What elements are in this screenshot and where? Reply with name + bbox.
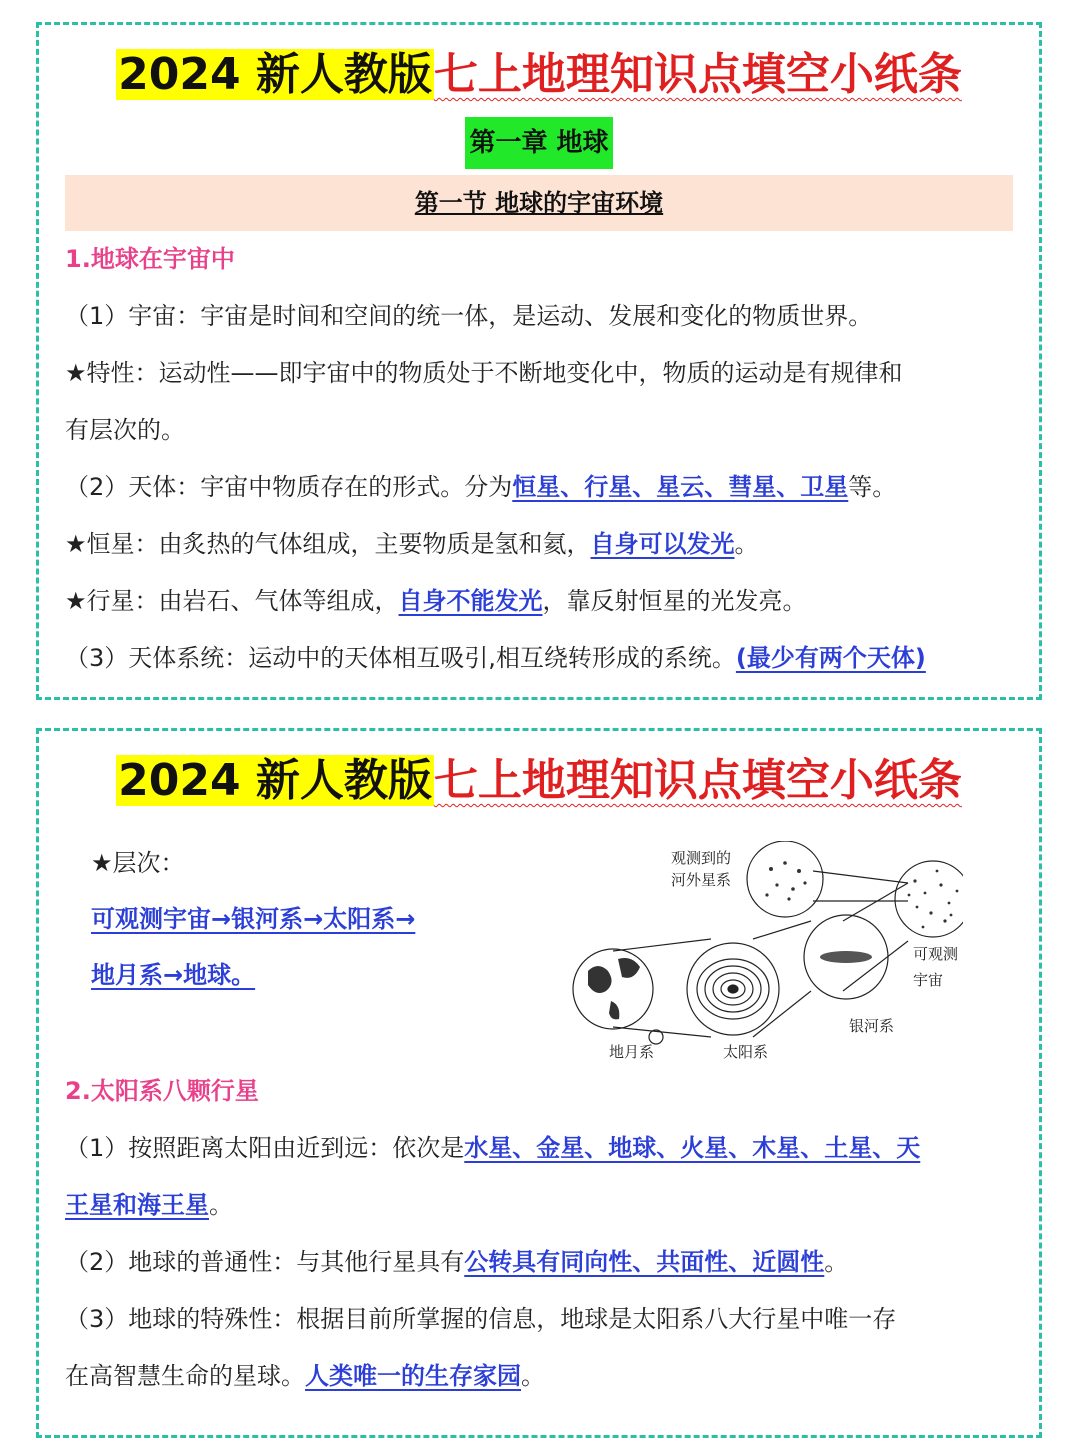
text-span: （1）宇宙：宇宙是时间和空间的统一体，是运动、发展和变化的物质世界。	[65, 302, 873, 330]
text-span: 有层次的。	[65, 416, 185, 444]
text-line	[39, 345, 1039, 402]
part1-heading-text: 1.地球在宇宙中	[65, 245, 235, 273]
highlight-answer: 王星和海王星	[65, 1191, 209, 1219]
text-span: 等。	[848, 473, 897, 501]
highlight-answer: 自身可以发光	[590, 530, 735, 558]
text-span: ★行星：由岩石、气体等组成，	[65, 587, 399, 615]
text-span: 在高智慧生命的星球。	[65, 1362, 305, 1390]
label-observable-universe-1: 可观测	[913, 945, 959, 963]
note-card-2	[36, 728, 1042, 1438]
text-span: （2）地球的普通性：与其他行星具有	[65, 1248, 465, 1276]
part2-heading	[39, 1063, 1039, 1120]
card-title	[39, 747, 1039, 815]
text-span: 。	[209, 1191, 233, 1219]
observable-universe-circle	[895, 861, 963, 937]
text-line	[39, 1120, 1039, 1177]
title-year: 2024 新人教版	[118, 49, 432, 100]
text-line	[39, 573, 1039, 630]
text-span: （3）天体系统：运动中的天体相互吸引,相互绕转形成的系统。	[65, 644, 736, 672]
observed-galaxies-circle	[747, 841, 823, 917]
text-span: ，靠反射恒星的光发亮。	[542, 587, 807, 615]
label-observed-galaxies-2: 河外星系	[671, 871, 732, 889]
card-title	[39, 41, 1039, 109]
text-line	[39, 1177, 1039, 1234]
levels-label	[65, 835, 211, 892]
highlight-answer: 公转具有同向性、共面性、近圆性	[464, 1248, 825, 1276]
text-span: 。	[824, 1248, 849, 1276]
label-observed-galaxies-1: 观测到的	[671, 849, 732, 867]
part2-heading-text: 2.太阳系八颗行星	[65, 1077, 259, 1105]
text-line	[39, 630, 1039, 687]
text-line	[39, 288, 1039, 345]
text-span: ★特性：运动性——即宇宙中的物质处于不断地变化中，物质的运动是有规律和	[65, 359, 903, 387]
text-span: （3）地球的特殊性：根据目前所掌握的信息，地球是太阳系八大行星中唯一存	[65, 1305, 897, 1333]
text-span: （2）天体：宇宙中物质存在的形式。分为	[65, 473, 513, 501]
label-solar-system: 太阳系	[723, 1043, 769, 1061]
levels-line-1	[65, 891, 441, 948]
text-line	[39, 402, 1039, 459]
label-observable-universe-2: 宇宙	[913, 971, 944, 989]
text-line	[39, 1291, 1039, 1348]
highlight-answer: 人类唯一的生存家园	[305, 1362, 521, 1390]
title-main: 七上地理知识点填空小纸条	[433, 755, 962, 806]
text-span: 。	[521, 1362, 545, 1390]
moon-circle	[649, 1030, 663, 1044]
label-earth-moon: 地月系	[609, 1043, 655, 1061]
section-heading: 第一节 地球的宇宙环境	[65, 175, 1013, 231]
title-year: 2024 新人教版	[118, 755, 432, 806]
text-line	[39, 1348, 1039, 1405]
label-milky-way: 银河系	[849, 1017, 895, 1035]
chapter-label: 第一章 地球	[465, 117, 612, 169]
part2-block	[39, 1063, 1039, 1405]
text-line	[39, 459, 1039, 516]
text-line	[39, 516, 1039, 573]
text-span: ★层次：	[91, 849, 185, 877]
highlight-answer: 地月系→地球。	[91, 961, 256, 989]
chapter-heading	[39, 117, 1039, 169]
text-span: ★恒星：由炙热的气体组成，主要物质是氢和氦，	[65, 530, 591, 558]
highlight-answer: 恒星、行星、星云、彗星、卫星	[512, 473, 849, 501]
title-main: 七上地理知识点填空小纸条	[433, 49, 962, 100]
text-line	[39, 1234, 1039, 1291]
text-span: （1）按照距离太阳由近到远：依次是	[65, 1134, 465, 1162]
text-span: 。	[734, 530, 759, 558]
highlight-answer: 水星、金星、地球、火星、木星、土星、天	[464, 1134, 921, 1162]
highlight-answer: 可观测宇宙→银河系→太阳系→	[91, 905, 416, 933]
highlight-answer: 自身不能发光	[398, 587, 543, 615]
levels-line-2	[65, 947, 281, 1004]
part1-heading	[39, 231, 1039, 288]
highlight-answer: (最少有两个天体)	[735, 644, 926, 672]
note-card-1	[36, 22, 1042, 700]
cosmic-hierarchy-diagram	[553, 841, 963, 1065]
